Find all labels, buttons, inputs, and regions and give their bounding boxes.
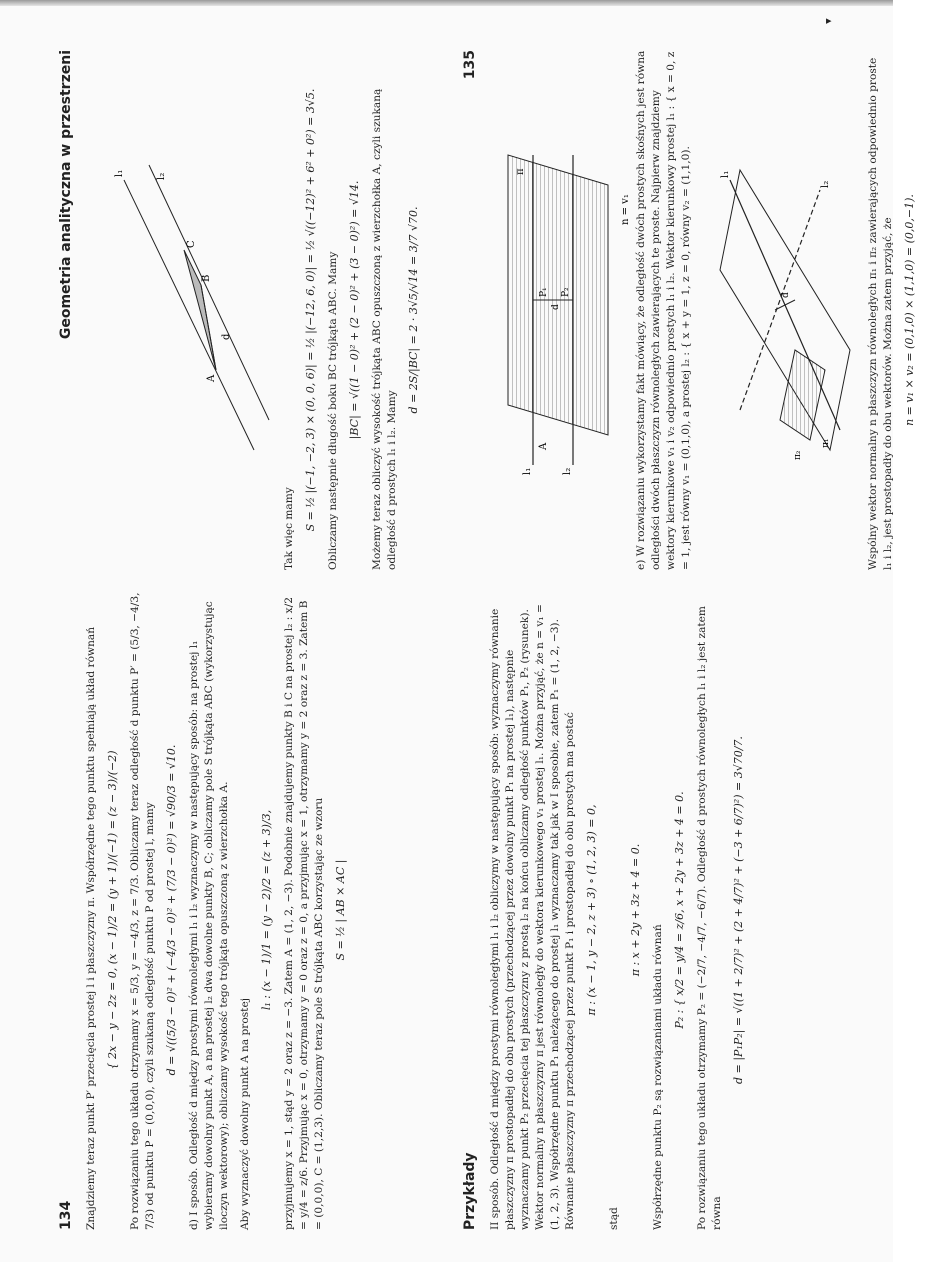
left-paragraph-3: d) I sposób. Odległość d między prostymi równoległymi l₁ i l₂ wyznaczymy w następujący sposób: na prostej l₁ wybieramy dowolny punkt A, a na prostej l₂ dwa dowolne punkty B, C; obliczamy pole S trójkąta ABC (wykorzystując iloczyn wektorowy); obliczamy wysokość tego trójkąta opuszczoną z wierzchołka A. <box>188 601 230 1230</box>
right-equation-2: π : x + 2y + 3z + 4 = 0. <box>629 843 642 977</box>
fig2-label-l1: l₁ <box>720 170 731 178</box>
left-page <box>58 50 468 1230</box>
right-paragraph-4: Po rozwiązaniu tego układu otrzymamy P₂ = (−2/7, −4/7, −6/7). Odległość d prostych równoległych l₁ i l₂ jest zatem równa <box>696 606 723 1230</box>
fig1-label-A: A <box>538 442 549 450</box>
right-page-title: Przykłady <box>462 1152 478 1230</box>
fig-label-C: C <box>186 240 197 248</box>
fig2-label-pi1: π₁ <box>821 438 831 448</box>
right-equation-1: π : (x − 1, y − 2, z + 3) ∘ (1, 2, 3) = 0, <box>585 804 598 1016</box>
left-equation-3: l₁ : (x − 1)/1 = (y − 2)/2 = (z + 3)/3, <box>260 809 273 1011</box>
right-figure-skew-lines <box>700 150 860 470</box>
fig1-label-l1: l₁ <box>522 467 533 475</box>
fig1-label-P2: P₂ <box>561 287 571 297</box>
left-paragraph-4: Aby wyznaczyć dowolny punkt A na prostej <box>239 998 251 1230</box>
right-page-header <box>462 50 478 1230</box>
right-equation-4: d = |P₁P₂| = √((1 + 2/7)² + (2 + 4/7)² + (−3 + 6/7)²) = 3√70/7. <box>732 736 745 1084</box>
fig-label-A: A <box>206 374 217 382</box>
fig-label-l1: l₁ <box>114 169 125 177</box>
right-paragraph-1: II sposób. Odległość d między prostymi równoległymi l₁ i l₂ obliczymy w następujący sposób: wyznaczymy równanie płaszczyzny π prostopadłej do obu prostych (przechodzącej przez dowolny punkt P₁ na prostej l₁), następnie wyznaczamy punkt P₂ przecięcia tej płaszczyzny z prostą l₂ na końcu obliczamy odległość punktów P₁, P₂ (rysunek). Wektor normalny n płaszczyzny π jest równoległy do wektora kierunkowego v₁ prostej l₁. Można przyjąć, że n = v₁ = (1, 2, 3). Współrzędne punktu P₁ należącego do prostej l₁ wyznaczamy tak jak w I sposobie, zatem P₁ = (1, 2, −3). Równanie płaszczyzny π przechodzącej przez punkt P₁ i prostopadłej do obu prostych ma postać <box>489 604 576 1230</box>
right-page-number: 135 <box>462 50 478 80</box>
left-paragraph-7: Obliczamy następnie długość boku BC trójkąta ABC. Mamy <box>327 251 339 570</box>
left-paragraph-8: Możemy teraz obliczyć wysokość trójkąta ABC opuszczoną z wierzchołka A, czyli szukaną odległość d prostych l₁ i l₂. Mamy <box>371 88 398 570</box>
fig1-label-P1: P₁ <box>539 287 549 297</box>
right-page <box>462 50 916 1230</box>
fig1-label-d: d <box>551 304 561 310</box>
left-equation-7: d = 2S/|BC| = 2 · 3√5/√14 = 3/7 √70. <box>407 206 420 414</box>
fig-label-l2: l₂ <box>156 172 167 180</box>
right-paragraph-6: Wspólny wektor normalny n płaszczyzn równoległych π₁ i π₂ zawierających odpowiednio proste l₁ i l₂, jest prostopadły do obu wektorów. Można zatem przyjąć, że <box>867 57 894 570</box>
right-figure-plane <box>488 145 631 475</box>
left-paragraph-6: Tak więc mamy <box>283 487 295 570</box>
left-figure-triangle <box>104 160 274 460</box>
fig1-label-n: n = v₁ <box>620 194 631 225</box>
left-equation-5: S = ½ |(−1, −2, 3) × (0, 0, 6)| = ½ |(−12, 6, 0)| = ½ √((−12)² + 6² + 0²) = 3√5. <box>304 88 317 532</box>
fig2-label-pi2: π₂ <box>793 450 803 460</box>
fig1-label-pi: π <box>515 168 526 175</box>
right-equation-5: n = v₁ × v₂ = (0,1,0) × (1,1,0) = (0,0,−1). <box>903 194 916 426</box>
left-paragraph-5: przyjmujemy x = 1, stąd y = 2 oraz z = −3. Zatem A = (1, 2, −3). Podobnie znajdujemy punkty B i C na prostej l₂ : x/2 = y/4 = z/6. Przyjmując x = 0, otrzymamy y = 0 oraz z = 0, a przyjmując x = 1, otrzymamy y = 2 oraz z = 3. Zatem B = (0,0,0), C = (1,2,3). Obliczamy teraz pole S trójkąta ABC korzystając ze wzoru <box>283 597 325 1230</box>
right-paragraph-3: Współrzędne punktu P₂ są rozwiązaniami układu równań <box>652 924 664 1230</box>
fig1-label-l2: l₂ <box>562 467 573 475</box>
left-paragraph-2: Po rozwiązaniu tego układu otrzymamy x = 5/3, y = −4/3, z = 7/3. Obliczamy teraz odległość d punktu P′ = (5/3, −4/3, 7/3) od punktu P = (0,0,0), czyli szukaną odległość punktu P od prostej l, mamy <box>129 592 156 1230</box>
scan-artifact: ▸ <box>826 14 832 27</box>
left-equation-2: d = √((5/3 − 0)² + (−4/3 − 0)² + (7/3 − 0)²) = √90/3 = √10. <box>165 744 178 1076</box>
scan-top-edge <box>0 0 893 6</box>
fig-label-B: B <box>201 274 212 282</box>
left-page-number: 134 <box>58 1200 74 1230</box>
fig-label-d: d <box>221 333 232 340</box>
left-page-header <box>58 50 74 1230</box>
right-paragraph-2: stąd <box>608 1207 620 1230</box>
left-equation-6: |BC| = √((1 − 0)² + (2 − 0)² + (3 − 0)²) = √14. <box>348 180 361 440</box>
left-paragraph-1: Znajdziemy teraz punkt P′ przecięcia prostej l i płaszczyzny π. Współrzędne tego punktu spełniają układ równań <box>85 626 97 1230</box>
fig2-label-l2: l₂ <box>820 180 831 188</box>
right-paragraph-5: e) W rozwiązaniu wykorzystamy fakt mówiący, że odległość dwóch prostych skośnych jest równa odległości dwóch płaszczyzn równoległych zawierających te proste. Najpierw znajdziemy wektory kierunkowe v₁ i v₂ odpowiednio prostych l₁ i l₂. Wektor kierunkowy prostej l₁ : { x = 0, z = 1, jest równy v₁ = (0,1,0), a prostej l₂ : { x + y = 1, z = 0, równy v₂ = (1,1,0). <box>635 50 692 570</box>
left-equation-1: { 2x − y − 2z = 0, (x − 1)/2 = (y + 1)/(−1) = (z − 3)/(−2) <box>106 750 119 1070</box>
left-page-title: Geometria analityczna w przestrzeni <box>58 50 74 340</box>
left-equation-4: S = ½ | AB × AC | <box>334 859 347 961</box>
fig2-label-d: d <box>781 292 791 298</box>
right-equation-3: P₂ : { x/2 = y/4 = z/6, x + 2y + 3z + 4 = 0. <box>673 791 686 1029</box>
